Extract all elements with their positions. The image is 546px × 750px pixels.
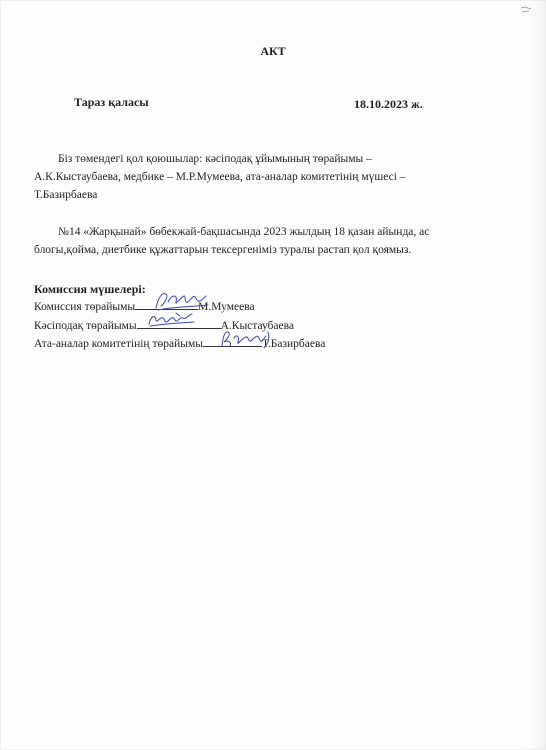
- scan-edge-shadow: [526, 0, 546, 750]
- document-date: 18.10.2023 ж.: [354, 97, 423, 111]
- signature-line: [135, 299, 198, 310]
- role-label: Комиссия төрайымы: [34, 301, 136, 313]
- role-label: Кәсіподақ төрайымы: [34, 320, 137, 332]
- member-name: М.Мумеева: [198, 301, 255, 313]
- member-name: А.Кыстаубаева: [220, 320, 295, 332]
- city-label: Тараз қаласы: [74, 95, 149, 109]
- commission-heading: Комиссия мүшелері:: [34, 282, 146, 296]
- commission-row-union: [34, 318, 294, 333]
- commission-row-parents: [34, 336, 325, 351]
- paragraph2-line1: №14 «Жарқынай» бөбекжай-бақшасында 2023 жылдың 18 қазан айында, ас: [58, 226, 430, 238]
- paragraph2-line2: блогы,қойма, диетбике құжаттарын тексергеніміз туралы растап қол қоямыз.: [34, 244, 412, 256]
- member-name: Т.Базирбаева: [261, 338, 326, 350]
- paragraph1-line1: Біз төмендегі қол қоюшылар: кәсіподақ ұйымының төрайымы –: [58, 153, 372, 165]
- role-label: Ата-аналар комитетінің төрайымы: [34, 338, 203, 350]
- paragraph1-line3: Т.Базирбаева: [34, 189, 98, 201]
- document-title: АКТ: [260, 44, 286, 58]
- commission-row-chair: [34, 299, 255, 314]
- signature-line: [203, 336, 262, 347]
- signature-line: [137, 318, 221, 329]
- paragraph1-line2: А.К.Кыстаубаева, медбике – М.Р.Мумеева, ата-аналар комитетінің мүшесі –: [34, 171, 406, 183]
